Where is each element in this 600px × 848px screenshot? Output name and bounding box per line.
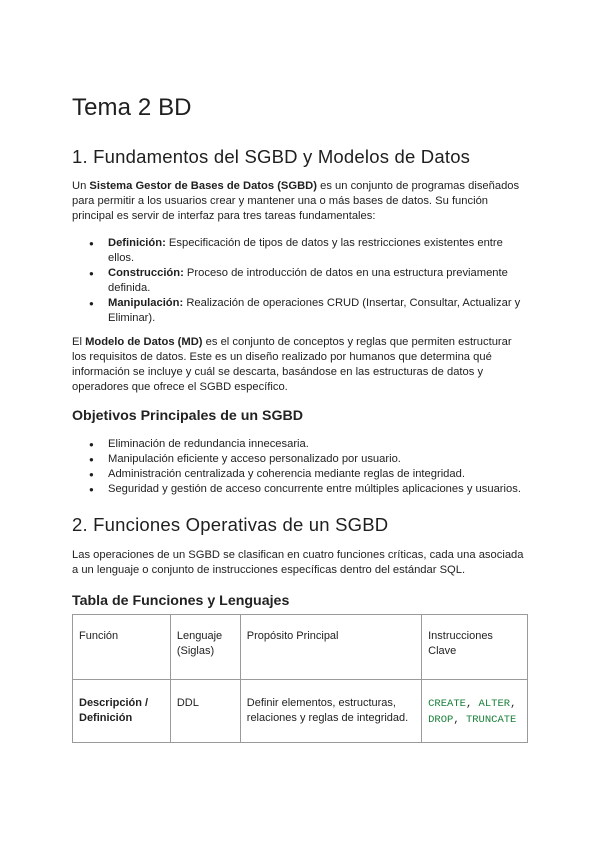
table-cell-purpose: Definir elementos, estructuras, relaciones y reglas de integridad. [240, 680, 421, 743]
objectives-heading: Objetivos Principales de un SGBD [72, 408, 303, 424]
table-cell-instructions: CREATE, ALTER, DROP, TRUNCATE [422, 680, 528, 743]
list-item: ● Construcción: Proceso de introducción de datos en una estructura previamente definida. [72, 266, 528, 296]
table-cell-function: Descripción / Definición [73, 680, 171, 743]
table-header-cell: Instrucciones Clave [422, 615, 528, 680]
functions-table [72, 614, 528, 743]
list-item: ● Eliminación de redundancia innecesaria. [72, 437, 528, 452]
code-keyword: CREATE [428, 698, 466, 710]
table-header-cell: Lenguaje (Siglas) [170, 615, 240, 680]
tasks-list [72, 236, 528, 326]
list-item: ● Manipulación: Realización de operaciones CRUD (Insertar, Consultar, Actualizar y Eliminar). [72, 296, 528, 326]
table-header-cell: Función [73, 615, 171, 680]
sgbd-term: Sistema Gestor de Bases de Datos (SGBD) [89, 180, 317, 192]
list-item: ● Definición: Especificación de tipos de datos y las restricciones existentes entre ellos. [72, 236, 528, 266]
section-2-heading: 2. Funciones Operativas de un SGBD [72, 514, 389, 535]
table-cell-language: DDL [170, 680, 240, 743]
functions-intro-paragraph: Las operaciones de un SGBD se clasifican en cuatro funciones críticas, cada una asociada a un lenguaje o conjunto de instrucciones específicas dentro del estándar SQL. [72, 549, 524, 576]
data-model-term: Modelo de Datos (MD) [85, 336, 203, 348]
section-1-heading: 1. Fundamentos del SGBD y Modelos de Datos [72, 146, 471, 167]
data-model-paragraph: El Modelo de Datos (MD) es el conjunto de conceptos y reglas que permiten estructurar los requisitos de datos. Este es un diseño realizado por humanos que determina qué información se incluye y cuál se descarta, basándose en las estructuras de datos y operadores que ofrece el SGBD específico. [72, 336, 512, 393]
code-keyword: DROP [428, 714, 454, 726]
list-item: ● Administración centralizada y coherencia mediante reglas de integridad. [72, 467, 528, 482]
table-header-row [73, 615, 528, 680]
table-header-cell: Propósito Principal [240, 615, 421, 680]
list-item: ● Seguridad y gestión de acceso concurrente entre múltiples aplicaciones y usuarios. [72, 482, 528, 497]
code-keyword: ALTER [478, 698, 511, 710]
table-heading: Tabla de Funciones y Lenguajes [72, 593, 290, 609]
page-title: Tema 2 BD [72, 94, 192, 121]
list-item: ● Manipulación eficiente y acceso personalizado por usuario. [72, 452, 528, 467]
sgbd-intro-paragraph: Un Sistema Gestor de Bases de Datos (SGBD) es un conjunto de programas diseñados para permitir a los usuarios crear y mantener una o más bases de datos. Su función principal es servir de interfaz para tres tareas fundamentales: [72, 180, 520, 222]
code-keyword: TRUNCATE [465, 714, 517, 726]
table-row [73, 680, 528, 743]
objectives-list [72, 437, 528, 497]
